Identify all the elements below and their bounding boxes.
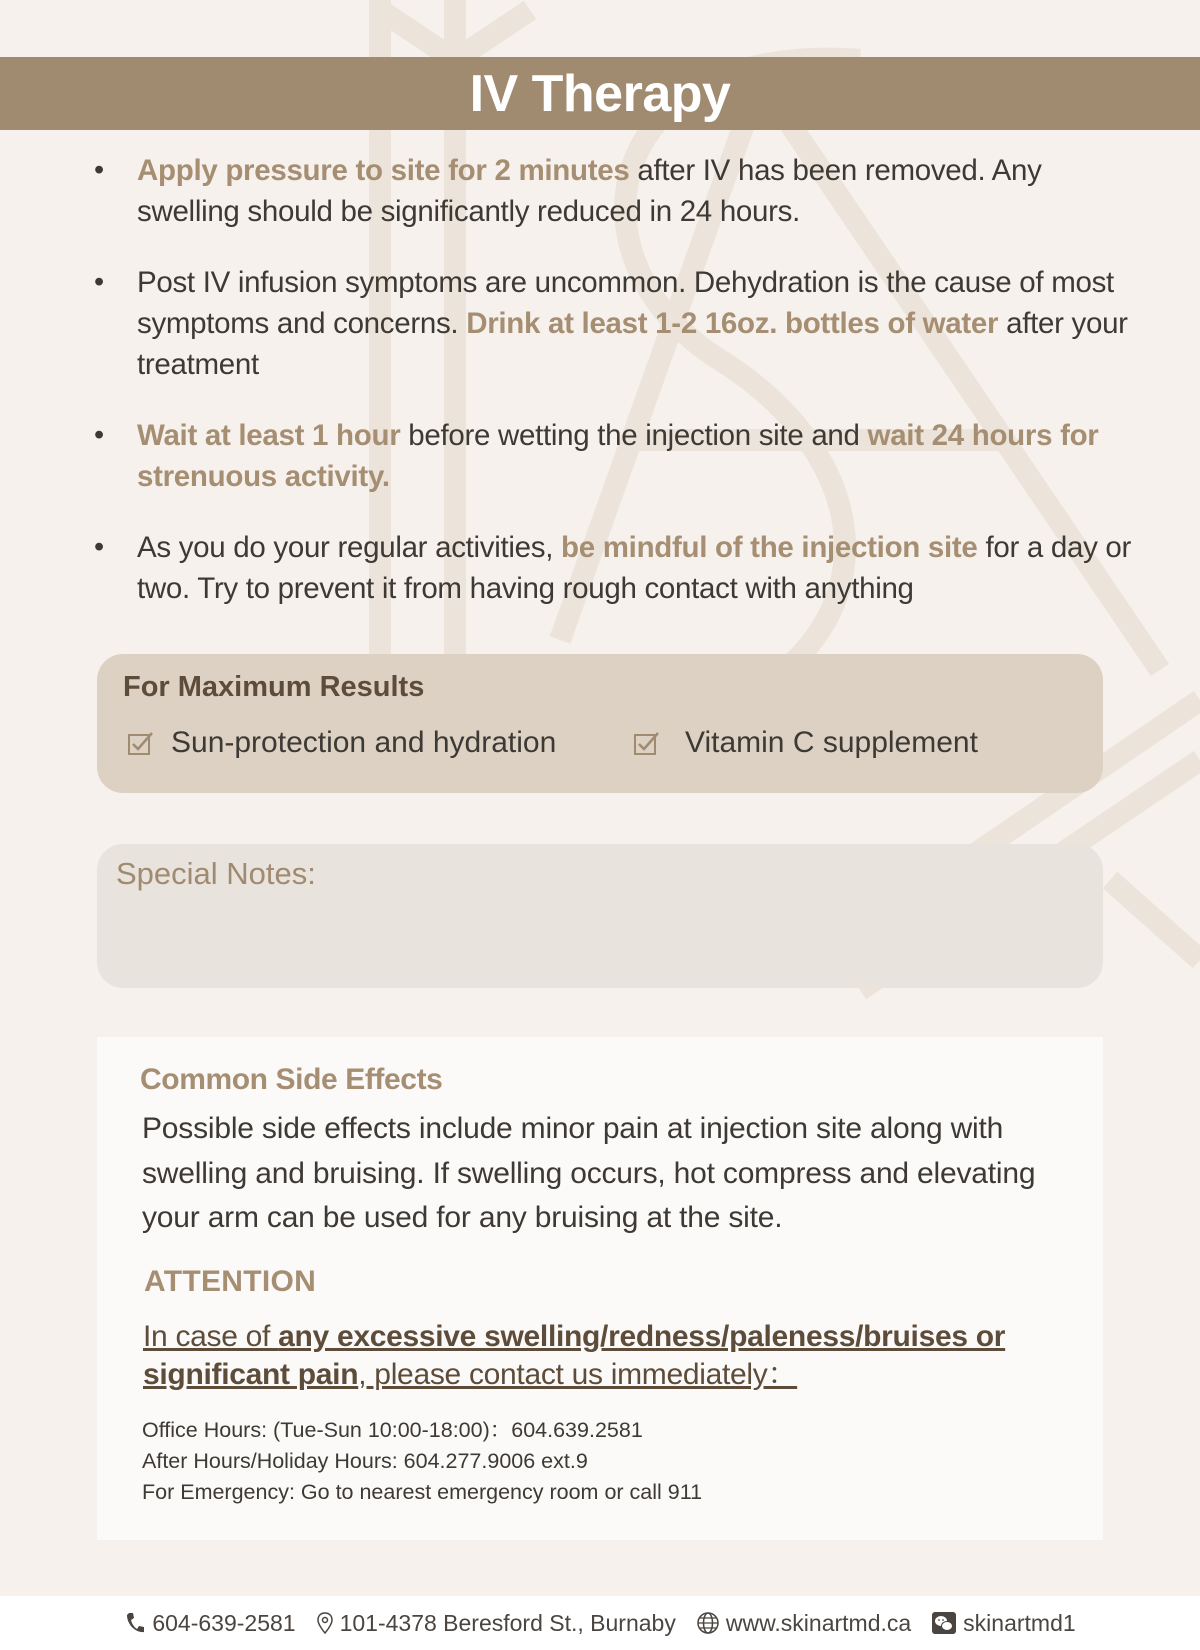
page-title-banner (0, 57, 1200, 130)
results-item-label: Sun-protection and hydration (171, 726, 557, 759)
bullet-icon: • (94, 266, 104, 298)
checkbox-icon (127, 729, 155, 757)
instruction-text: As you do your regular activities, be mindful of the injection site for a day or two. Try to prevent it from having rough contact with anything (137, 531, 1132, 605)
hours-list (142, 1415, 702, 1508)
instruction-item (94, 262, 1144, 385)
side-effects-box (97, 1037, 1103, 1540)
results-item-label: Vitamin C supplement (685, 726, 978, 759)
bullet-icon: • (94, 531, 104, 563)
footer-phone[interactable]: 604-639-2581 (124, 1610, 295, 1637)
phone-icon (124, 1611, 146, 1635)
instruction-item (94, 150, 1144, 232)
page-title: IV Therapy (469, 64, 731, 123)
footer-wechat[interactable]: skinartmd1 (931, 1610, 1075, 1637)
instruction-text: Post IV infusion symptoms are uncommon. Dehydration is the cause of most symptoms and concerns. Drink at least 1-2 16oz. bottles of water after your treatment (137, 266, 1128, 381)
side-effects-title: Common Side Effects (140, 1063, 443, 1096)
results-item (127, 726, 556, 760)
footer-contact-bar (0, 1596, 1200, 1650)
checkbox-icon (633, 729, 661, 757)
attention-heading: ATTENTION (144, 1265, 317, 1298)
wechat-icon (931, 1611, 957, 1635)
location-pin-icon (316, 1611, 334, 1635)
instruction-text: Apply pressure to site for 2 minutes after IV has been removed. Any swelling should be significantly reduced in 24 hours. (137, 154, 1042, 228)
results-title: For Maximum Results (123, 671, 425, 703)
instruction-item (94, 527, 1144, 609)
globe-icon (696, 1611, 720, 1635)
instructions-list (94, 150, 1144, 639)
results-item (633, 726, 978, 760)
office-hours-line: Office Hours: (Tue-Sun 10:00-18:00)：604.639.2581 (142, 1418, 643, 1442)
contact-instruction: In case of any excessive swelling/redness/paleness/bruises or significant pain, please contact us immediately： (143, 1320, 1006, 1391)
footer-website[interactable]: www.skinartmd.ca (696, 1610, 911, 1637)
after-hours-line: After Hours/Holiday Hours: 604.277.9006 ext.9 (142, 1449, 588, 1473)
bullet-icon: • (94, 154, 104, 186)
side-effects-text: Possible side effects include minor pain at injection site along with swelling and bruising. If swelling occurs, hot compress and elevating your arm can be used for any bruising at the site. (142, 1112, 1036, 1234)
maximum-results-box (97, 654, 1103, 793)
bullet-icon: • (94, 419, 104, 451)
special-notes-box (97, 844, 1103, 988)
instruction-text: Wait at least 1 hour before wetting the injection site and wait 24 hours for strenuous activity. (137, 419, 1099, 493)
special-notes-label: Special Notes: (116, 856, 316, 891)
footer-address[interactable]: 101-4378 Beresford St., Burnaby (316, 1610, 676, 1637)
emergency-line: For Emergency: Go to nearest emergency room or call 911 (142, 1480, 703, 1504)
instruction-item (94, 415, 1144, 497)
